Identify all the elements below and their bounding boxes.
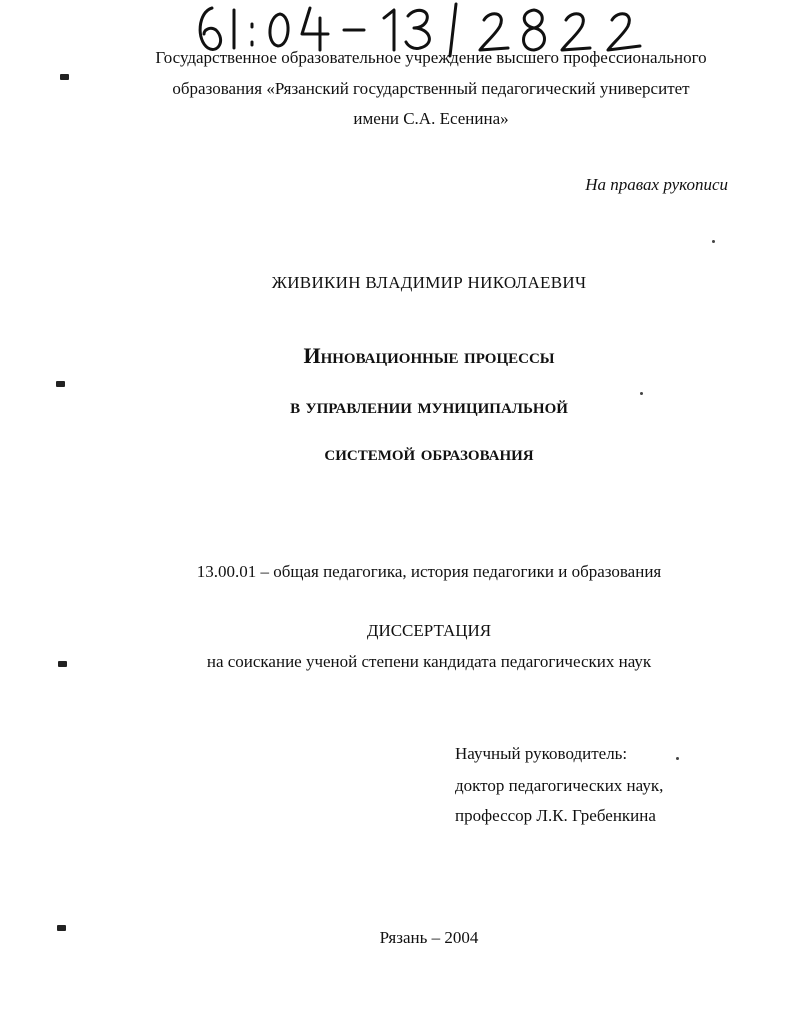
scan-speck bbox=[676, 757, 679, 760]
city-year: Рязань – 2004 bbox=[379, 928, 479, 947]
specialty-code: 13.00.01 – общая педагогика, история педагогики и образования bbox=[196, 562, 662, 581]
scan-binding-mark bbox=[56, 381, 65, 387]
title-line-2: в управлении муниципальной bbox=[290, 393, 568, 418]
title-line-1: Инновационные процессы bbox=[303, 343, 555, 368]
advisor-degree: доктор педагогических наук, bbox=[455, 776, 664, 795]
institution-line-1: Государственное образовательное учреждение высшего профессионального bbox=[155, 48, 707, 67]
author-name: ЖИВИКИН ВЛАДИМИР НИКОЛАЕВИЧ bbox=[271, 273, 587, 292]
institution-line-2: образования «Рязанский государственный педагогический университет bbox=[172, 79, 690, 98]
document-type: ДИССЕРТАЦИЯ bbox=[366, 621, 492, 640]
scan-binding-mark bbox=[58, 661, 67, 667]
title-line-3: системой образования bbox=[324, 440, 534, 465]
advisor-name: профессор Л.К. Гребенкина bbox=[455, 806, 656, 825]
scan-binding-mark bbox=[60, 74, 69, 80]
scan-speck bbox=[712, 240, 715, 243]
degree-statement: на соискание ученой степени кандидата педагогических наук bbox=[206, 652, 652, 671]
scan-speck bbox=[640, 392, 643, 395]
advisor-label: Научный руководитель: bbox=[455, 744, 628, 763]
manuscript-rights-note: На правах рукописи bbox=[585, 175, 728, 194]
scan-binding-mark bbox=[57, 925, 66, 931]
institution-line-3: имени С.А. Есенина» bbox=[353, 109, 509, 128]
